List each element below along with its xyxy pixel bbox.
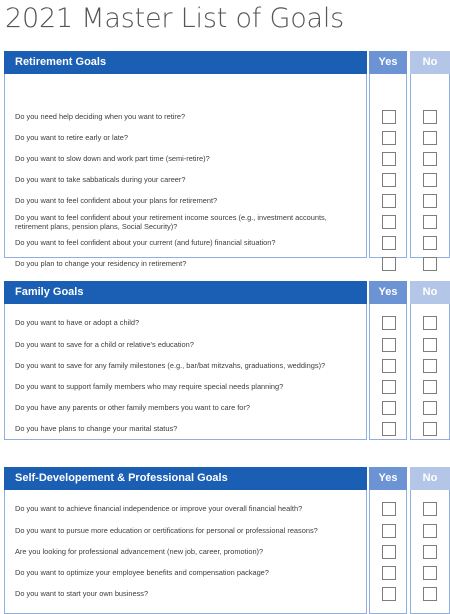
list-item — [4, 499, 450, 520]
question-text: Do you want to take sabbaticals during your career? — [15, 175, 186, 185]
yes-checkbox[interactable] — [382, 316, 396, 330]
list-item — [4, 191, 450, 212]
list-item — [4, 233, 450, 254]
question-text: Are you looking for professional advancement (new job, career, promotion)? — [15, 547, 264, 557]
yes-column-header: Yes — [369, 467, 407, 490]
yes-checkbox[interactable] — [382, 401, 396, 415]
no-checkbox[interactable] — [423, 545, 437, 559]
no-checkbox[interactable] — [423, 524, 437, 538]
no-checkbox[interactable] — [423, 502, 437, 516]
yes-checkbox[interactable] — [382, 110, 396, 124]
question-text: Do you want to achieve financial independence or improve your overall financial health? — [15, 504, 303, 514]
yes-column-header: Yes — [369, 51, 407, 74]
question-text: Do you want to feel confident about your plans for retirement? — [15, 196, 218, 206]
list-item — [4, 335, 450, 356]
list-item — [4, 212, 450, 233]
yes-checkbox[interactable] — [382, 131, 396, 145]
yes-checkbox[interactable] — [382, 338, 396, 352]
section-title: Self-Developement & Professional Goals — [4, 467, 367, 490]
list-item — [4, 313, 450, 334]
question-text: Do you have plans to change your marital status? — [15, 424, 178, 434]
yes-checkbox[interactable] — [382, 194, 396, 208]
list-item — [4, 419, 450, 440]
section-body — [4, 490, 450, 614]
list-item — [4, 521, 450, 542]
yes-checkbox[interactable] — [382, 566, 396, 580]
yes-checkbox[interactable] — [382, 236, 396, 250]
no-checkbox[interactable] — [423, 338, 437, 352]
list-item — [4, 398, 450, 419]
yes-checkbox[interactable] — [382, 545, 396, 559]
list-item — [4, 377, 450, 398]
question-text: Do you want to pursue more education or certifications for personal or professional reasons? — [15, 526, 318, 536]
yes-checkbox[interactable] — [382, 257, 396, 271]
yes-checkbox[interactable] — [382, 524, 396, 538]
question-text: Do you want to start your own business? — [15, 589, 149, 599]
section-title: Retirement Goals — [4, 51, 367, 74]
list-item — [4, 584, 450, 605]
question-text: Do you want to have or adopt a child? — [15, 318, 140, 328]
list-item — [4, 107, 450, 128]
yes-column-header: Yes — [369, 281, 407, 304]
no-column-header: No — [410, 467, 450, 490]
yes-checkbox[interactable] — [382, 380, 396, 394]
no-checkbox[interactable] — [423, 257, 437, 271]
section-header — [4, 467, 450, 490]
no-checkbox[interactable] — [423, 566, 437, 580]
question-text: Do you need help deciding when you want to retire? — [15, 112, 186, 122]
yes-checkbox[interactable] — [382, 173, 396, 187]
question-text: Do you want to slow down and work part time (semi-retire)? — [15, 154, 210, 164]
section-header — [4, 51, 450, 74]
no-checkbox[interactable] — [423, 152, 437, 166]
question-text: Do you want to feel confident about your current (and future) financial situation? — [15, 238, 276, 248]
no-checkbox[interactable] — [423, 215, 437, 229]
no-checkbox[interactable] — [423, 316, 437, 330]
yes-checkbox[interactable] — [382, 422, 396, 436]
no-checkbox[interactable] — [423, 236, 437, 250]
section-header — [4, 281, 450, 304]
section-title: Family Goals — [4, 281, 367, 304]
list-item — [4, 356, 450, 377]
no-checkbox[interactable] — [423, 587, 437, 601]
no-checkbox[interactable] — [423, 422, 437, 436]
section-retirement-goals — [4, 51, 450, 269]
no-checkbox[interactable] — [423, 380, 437, 394]
no-checkbox[interactable] — [423, 131, 437, 145]
question-text: Do you want to retire early or late? — [15, 133, 128, 143]
list-item — [4, 254, 450, 275]
question-text: Do you plan to change your residency in retirement? — [15, 259, 187, 269]
question-text: Do you have any parents or other family members you want to care for? — [15, 403, 250, 413]
section-body — [4, 74, 450, 269]
question-text: Do you want to feel confident about your retirement income sources (e.g., investment accounts, retirement plans, pension plans, Social Security)? — [15, 213, 327, 231]
list-item — [4, 149, 450, 170]
no-column-header: No — [410, 51, 450, 74]
question-text: Do you want to support family members who may require special needs planning? — [15, 382, 284, 392]
yes-checkbox[interactable] — [382, 359, 396, 373]
yes-checkbox[interactable] — [382, 215, 396, 229]
question-text: Do you want to save for any family milestones (e.g., bar/bat mitzvahs, graduations, weddings)? — [15, 361, 326, 371]
no-checkbox[interactable] — [423, 173, 437, 187]
no-column-header: No — [410, 281, 450, 304]
list-item — [4, 563, 450, 584]
section-body — [4, 304, 450, 440]
question-text: Do you want to optimize your employee benefits and compensation package? — [15, 568, 269, 578]
no-checkbox[interactable] — [423, 194, 437, 208]
section-professional-goals — [4, 467, 450, 614]
page-title: 2021 Master List of Goals — [5, 3, 345, 34]
no-checkbox[interactable] — [423, 359, 437, 373]
no-checkbox[interactable] — [423, 401, 437, 415]
yes-checkbox[interactable] — [382, 502, 396, 516]
list-item — [4, 170, 450, 191]
yes-checkbox[interactable] — [382, 587, 396, 601]
section-family-goals — [4, 281, 450, 440]
yes-checkbox[interactable] — [382, 152, 396, 166]
list-item — [4, 542, 450, 563]
no-checkbox[interactable] — [423, 110, 437, 124]
list-item — [4, 128, 450, 149]
question-text: Do you want to save for a child or relative's education? — [15, 340, 194, 350]
